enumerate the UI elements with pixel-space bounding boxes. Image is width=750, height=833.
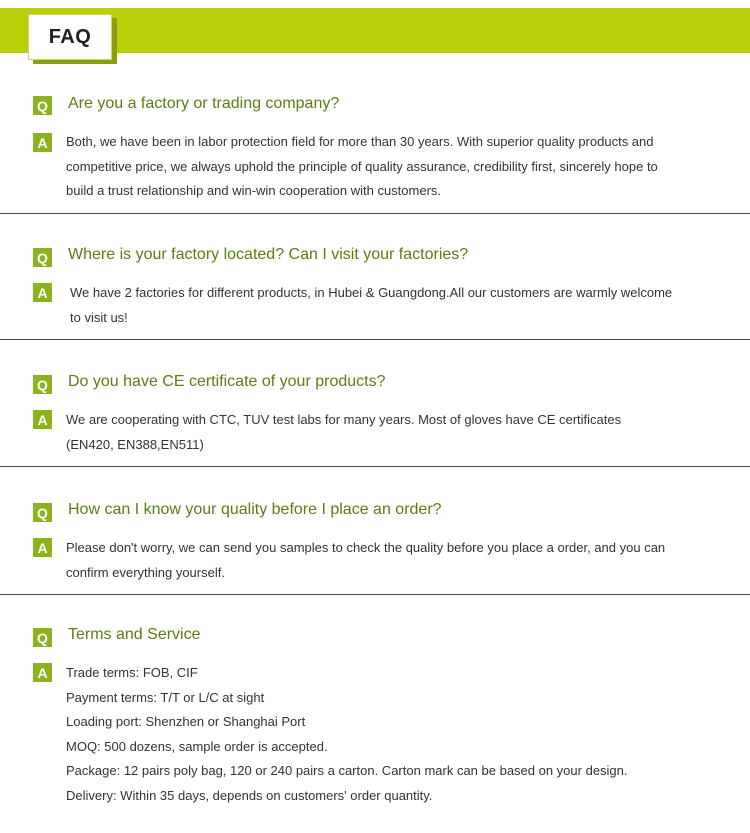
answer-line: Please don't worry, we can send you samples to check the quality before you place a order, and you can [66,540,666,555]
answer-line: Delivery: Within 35 days, depends on customers' order quantity. [66,787,433,803]
answer-line: Package: 12 pairs poly bag, 120 or 240 pairs a carton. Carton mark can be based on your design. [66,763,628,778]
answer-badge: A [33,283,52,302]
section-divider [0,466,750,467]
question-badge: Q [33,503,52,522]
answer-line: Payment terms: T/T or L/C at sight [66,689,265,705]
question-badge: Q [33,375,52,394]
section-divider [0,339,750,340]
question-text: Where is your factory located? Can I visit your factories? [68,246,469,263]
answer-line: competitive price, we always uphold the principle of quality assurance, credibility first, sincerely hope to [66,158,658,174]
question-badge: Q [33,248,52,267]
section-divider [0,594,750,595]
answer-badge: A [33,410,52,429]
answer-line: to visit us! [70,309,128,325]
question-text: Do you have CE certificate of your products? [68,373,386,390]
section-divider [0,213,750,214]
faq-title-tab [28,14,112,60]
faq-title: FAQ [48,25,92,48]
question-badge: Q [33,96,52,115]
answer-text [66,536,726,585]
answer-line: build a trust relationship and win-win cooperation with customers. [66,183,442,198]
answer-line: We have 2 factories for different products, in Hubei & Guangdong.All our customers are warmly welcome [70,285,673,300]
answer-badge: A [33,538,52,557]
question-text: Terms and Service [68,626,201,643]
answer-line: We are cooperating with CTC, TUV test labs for many years. Most of gloves have CE certificates [66,412,622,427]
answer-line: MOQ: 500 dozens, sample order is accepted. [66,738,328,754]
question-text: Are you a factory or trading company? [68,95,340,112]
question-text: How can I know your quality before I place an order? [68,501,442,518]
answer-line: confirm everything yourself. [66,564,225,580]
answer-text [66,661,726,808]
answer-text [70,281,730,330]
answer-text [66,408,726,457]
answer-line: Trade terms: FOB, CIF [66,665,198,680]
answer-badge: A [33,663,52,682]
answer-line: Both, we have been in labor protection field for more than 30 years. With superior quality products and [66,134,654,149]
answer-badge: A [33,133,52,152]
question-badge: Q [33,628,52,647]
answer-line: (EN420, EN388,EN511) [66,436,204,452]
answer-text [66,130,726,204]
answer-line: Loading port: Shenzhen or Shanghai Port [66,714,306,729]
